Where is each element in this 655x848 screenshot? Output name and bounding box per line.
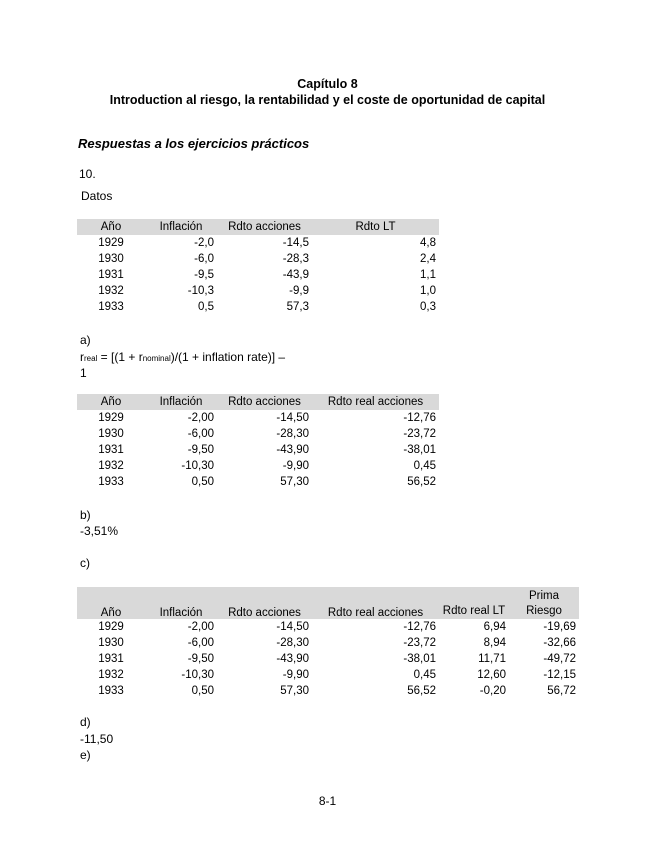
cell: 1930 — [98, 428, 124, 440]
cell: 0,3 — [420, 301, 436, 313]
formula-subscript: real — [84, 354, 98, 363]
col-header: Prima Riesgo — [509, 587, 579, 619]
data-label: Datos — [81, 189, 113, 203]
cell: -38,01 — [403, 653, 436, 665]
chapter-subtitle: Introduction al riesgo, la rentabilidad y el coste de oportunidad de capital — [109, 93, 546, 107]
cell: 0,45 — [413, 460, 436, 472]
cell: -32,66 — [543, 637, 576, 649]
cell: 56,52 — [407, 685, 436, 697]
cell: -10,30 — [181, 669, 214, 681]
cell: 1933 — [98, 301, 124, 313]
real-return-formula — [80, 350, 320, 380]
real-returns-table — [77, 394, 439, 490]
part-d-answer: -11,50 — [80, 732, 114, 746]
cell: 0,5 — [198, 301, 214, 313]
part-a-label: a) — [80, 333, 91, 347]
col-header: Año — [77, 587, 145, 619]
col-header: Año — [77, 394, 145, 410]
cell: -14,50 — [276, 621, 309, 633]
cell: 57,30 — [280, 685, 309, 697]
exercise-number: 10. — [79, 167, 96, 181]
cell: 1931 — [98, 444, 124, 456]
cell: 2,4 — [420, 253, 436, 265]
table-row — [77, 683, 579, 699]
cell: -2,0 — [194, 237, 214, 249]
cell: -19,69 — [543, 621, 576, 633]
col-header: Rdto real acciones — [312, 394, 439, 410]
cell: 1931 — [98, 269, 124, 281]
col-header: Inflación — [145, 587, 217, 619]
cell: 0,50 — [191, 476, 214, 488]
table-row — [77, 442, 439, 458]
cell: 56,72 — [547, 685, 576, 697]
cell: -12,76 — [403, 412, 436, 424]
cell: -6,00 — [187, 637, 214, 649]
table-header-row — [77, 587, 579, 619]
table-header-row — [77, 394, 439, 410]
table-row — [77, 251, 439, 267]
cell: -6,0 — [194, 253, 214, 265]
cell: 12,60 — [477, 669, 506, 681]
col-header: Rdto acciones — [217, 394, 312, 410]
cell: 1,1 — [420, 269, 436, 281]
risk-premium-table — [77, 587, 579, 699]
cell: -9,50 — [187, 653, 214, 665]
cell: -23,72 — [403, 637, 436, 649]
cell: 1933 — [98, 685, 124, 697]
col-header: Inflación — [145, 394, 217, 410]
page-number: 8-1 — [318, 794, 337, 808]
cell: -43,90 — [276, 653, 309, 665]
table-row — [77, 458, 439, 474]
col-header: Rdto real acciones — [312, 587, 439, 619]
cell: 1932 — [98, 285, 124, 297]
cell: -28,30 — [276, 428, 309, 440]
part-e-label: e) — [80, 748, 91, 762]
cell: 1930 — [98, 637, 124, 649]
cell: -38,01 — [403, 444, 436, 456]
table-row — [77, 283, 439, 299]
cell: -10,3 — [187, 285, 214, 297]
cell: 0,50 — [191, 685, 214, 697]
cell: -6,00 — [187, 428, 214, 440]
cell: -28,3 — [282, 253, 309, 265]
cell: 1933 — [98, 476, 124, 488]
formula-symbol: r — [80, 350, 84, 364]
chapter-title: Capítulo 8 — [297, 77, 358, 91]
cell: -14,5 — [282, 237, 309, 249]
cell: 1931 — [98, 653, 124, 665]
table-row — [77, 426, 439, 442]
cell: -23,72 — [403, 428, 436, 440]
cell: 6,94 — [483, 621, 506, 633]
col-header: Año — [77, 219, 145, 235]
table-row — [77, 651, 579, 667]
table-row — [77, 267, 439, 283]
cell: -43,90 — [276, 444, 309, 456]
cell: 11,71 — [478, 653, 506, 665]
col-header: Rdto LT — [312, 219, 439, 235]
part-c-label: c) — [80, 556, 90, 570]
cell: 1929 — [98, 412, 124, 424]
cell: -9,50 — [187, 444, 214, 456]
cell: 56,52 — [407, 476, 436, 488]
col-header: Rdto real LT — [439, 587, 509, 619]
cell: -9,90 — [282, 669, 309, 681]
part-b-label: b) — [80, 508, 91, 522]
col-header: Rdto acciones — [217, 587, 312, 619]
cell: 1,0 — [420, 285, 436, 297]
formula-text: )/(1 + inflation rate)] – — [170, 350, 286, 364]
cell: 1929 — [98, 621, 124, 633]
formula-text: 1 — [80, 366, 87, 380]
cell: 1932 — [98, 460, 124, 472]
data-table — [77, 219, 439, 315]
cell: -9,9 — [289, 285, 309, 297]
cell: -12,76 — [403, 621, 436, 633]
section-title: Respuestas a los ejercicios prácticos — [78, 136, 310, 151]
formula-subscript: nominal — [142, 354, 171, 363]
cell: 1932 — [98, 669, 124, 681]
table-row — [77, 667, 579, 683]
cell: 57,30 — [280, 476, 309, 488]
cell: 4,8 — [420, 237, 436, 249]
cell: -14,50 — [276, 412, 309, 424]
cell: 1930 — [98, 253, 124, 265]
cell: -49,72 — [543, 653, 576, 665]
formula-text: = [(1 + r — [97, 350, 143, 364]
col-header: Rdto acciones — [217, 219, 312, 235]
cell: -43,9 — [282, 269, 309, 281]
table-row — [77, 410, 439, 426]
part-b-answer: -3,51% — [80, 524, 119, 538]
cell: 1929 — [98, 237, 124, 249]
cell: 0,45 — [413, 669, 436, 681]
table-row — [77, 619, 579, 635]
cell: -10,30 — [181, 460, 214, 472]
cell: -0,20 — [479, 685, 506, 697]
table-row — [77, 474, 439, 490]
cell: -28,30 — [276, 637, 309, 649]
table-row — [77, 299, 439, 315]
cell: -2,00 — [187, 621, 214, 633]
cell: 8,94 — [483, 637, 506, 649]
cell: -9,90 — [282, 460, 309, 472]
cell: -12,15 — [543, 669, 576, 681]
cell: 57,3 — [286, 301, 309, 313]
table-row — [77, 235, 439, 251]
cell: -2,00 — [187, 412, 214, 424]
col-header: Inflación — [145, 219, 217, 235]
table-row — [77, 635, 579, 651]
part-d-label: d) — [80, 715, 91, 729]
table-header-row — [77, 219, 439, 235]
cell: -9,5 — [194, 269, 214, 281]
